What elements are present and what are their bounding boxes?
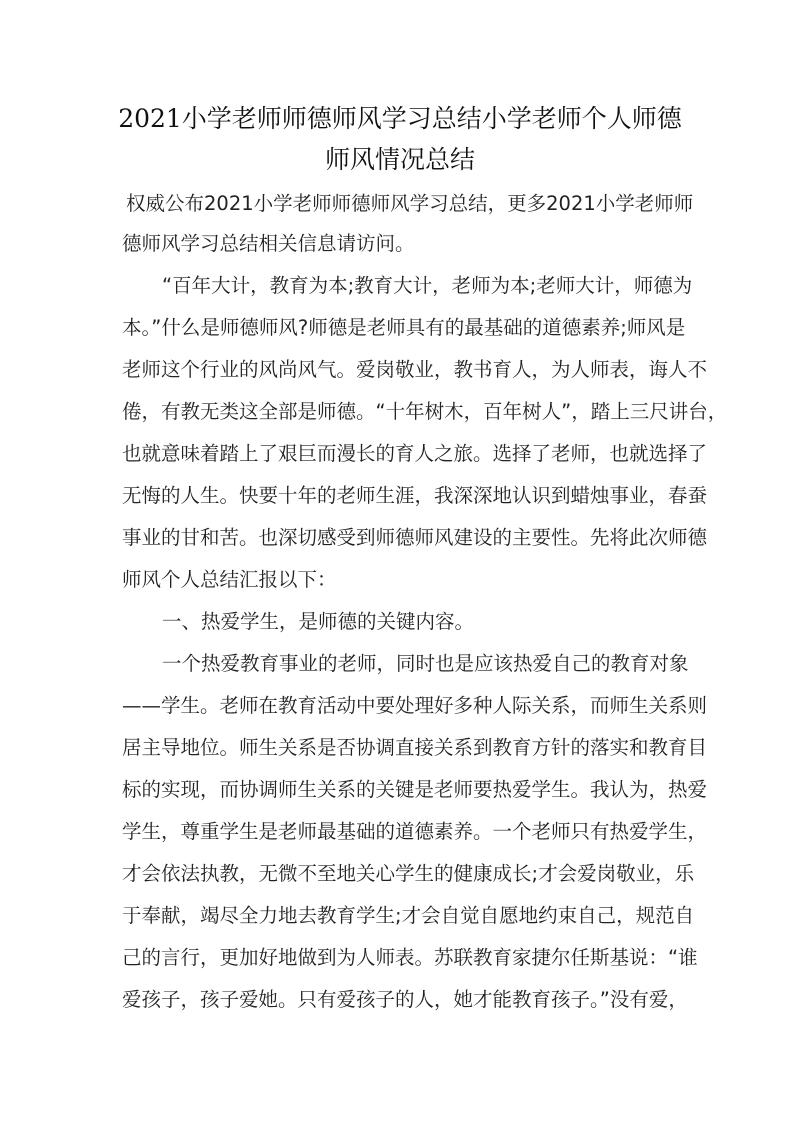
paragraph-line: 于奉献，竭尽全力地去教育学生;才会自觉自愿地约束自己，规范自	[122, 904, 695, 927]
paragraph-line: 才会依法执教，无微不至地关心学生的健康成长;才会爱岗敬业，乐	[122, 862, 695, 885]
section-heading: 一、热爱学生，是师德的关键内容。	[162, 610, 475, 633]
paragraph-line: 师风个人总结汇报以下：	[122, 568, 337, 591]
paragraph-line: “百年大计，教育为本;教育大计，老师为本;老师大计，师德为	[162, 274, 693, 297]
paragraph-line: 老师这个行业的风尚风气。爱岗敬业，教书育人，为人师表，诲人不	[122, 358, 708, 381]
paragraph-line: 本。”什么是师德师风?师德是老师具有的最基础的道德素养;师风是	[122, 316, 686, 339]
paragraph-line: 己的言行，更加好地做到为人师表。苏联教育家捷尔任斯基说：“谁	[122, 946, 698, 969]
paragraph-line: 倦，有教无类这全部是师德。“十年树木，百年树人”，踏上三尺讲台，	[122, 400, 728, 423]
document-title-line-1: 2021小学老师师德师风学习总结小学老师个人师德	[118, 104, 682, 133]
paragraph-line: 也就意味着踏上了艰巨而漫长的育人之旅。选择了老师，也就选择了	[122, 442, 708, 465]
paragraph-line: 一个热爱教育事业的老师，同时也是应该热爱自己的教育对象	[162, 652, 689, 675]
paragraph-line: 学生，尊重学生是老师最基础的道德素养。一个老师只有热爱学生，	[122, 820, 708, 843]
intro-line: 德师风学习总结相关信息请访问。	[122, 232, 415, 255]
document-title-line-2: 师风情况总结	[324, 145, 475, 174]
paragraph-line: 爱孩子，孩子爱她。只有爱孩子的人，她才能教育孩子。”没有爱，	[122, 988, 688, 1011]
paragraph-line: 标的实现，而协调师生关系的关键是老师要热爱学生。我认为，热爱	[122, 778, 708, 801]
paragraph-line: 无悔的人生。快要十年的老师生涯，我深深地认识到蜡烛事业，春蚕	[122, 484, 708, 507]
paragraph-line: 居主导地位。师生关系是否协调直接关系到教育方针的落实和教育目	[122, 736, 708, 759]
paragraph-line: 事业的甘和苦。也深切感受到师德师风建设的主要性。先将此次师德	[122, 526, 708, 549]
intro-line: 权威公布2021小学老师师德师风学习总结，更多2021小学老师师	[126, 192, 694, 215]
paragraph-line: ——学生。老师在教育活动中要处理好多种人际关系，而师生关系则	[122, 694, 708, 717]
